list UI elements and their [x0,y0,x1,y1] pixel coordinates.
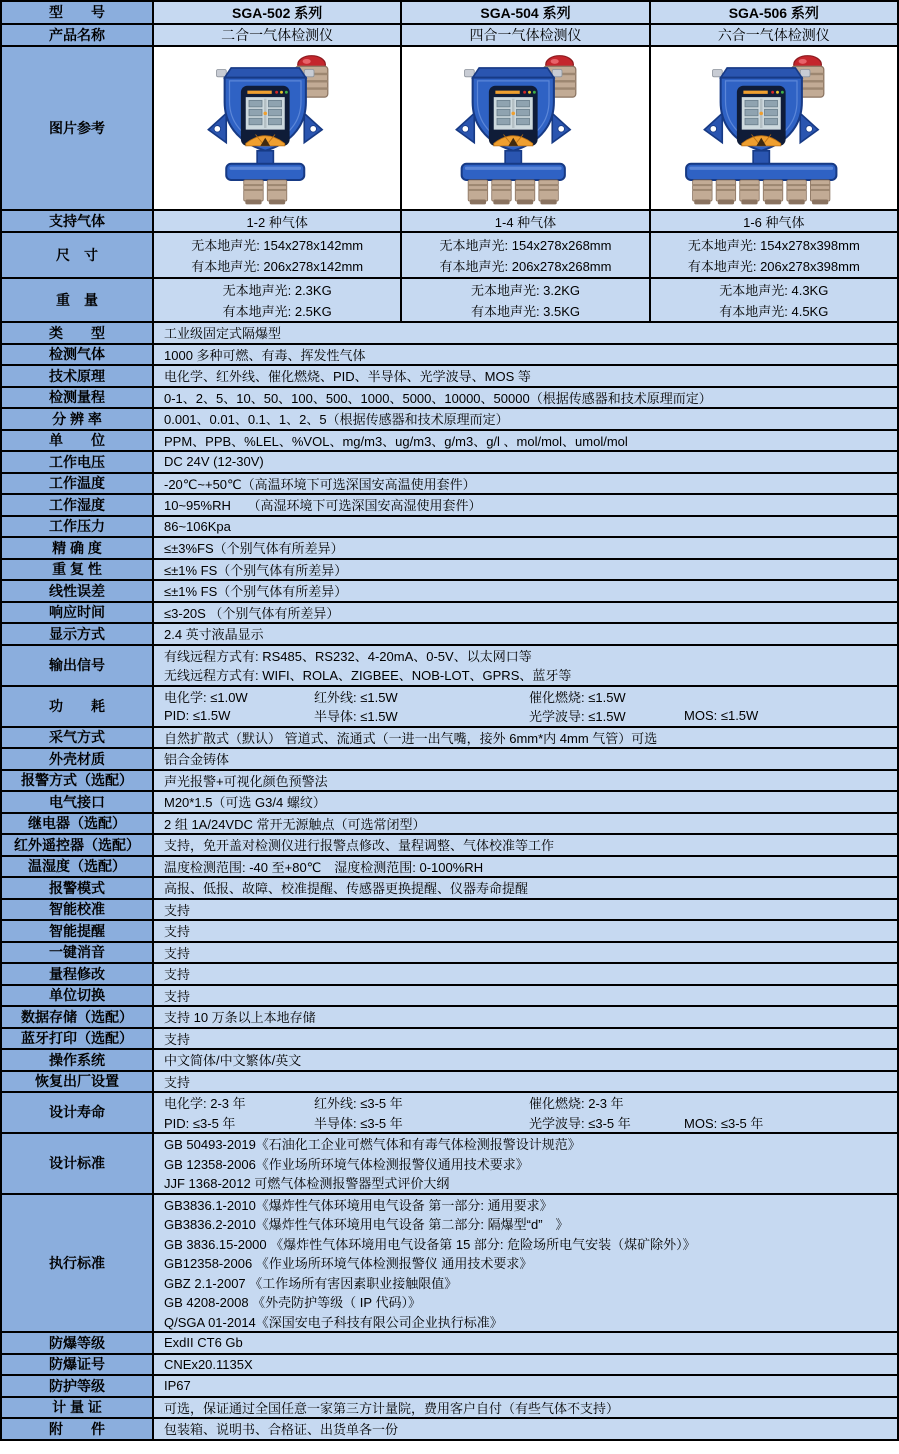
spec-value [152,1355,897,1375]
column-header-sga-506: SGA-506 系列 [649,2,897,23]
spec-text: ≤±3%FS（个别气体有所差异） [164,541,344,557]
spec-value [152,943,897,963]
gases-1: 1-2 种气体 [152,211,400,231]
row-label-gases: 支持气体 [2,211,152,231]
product-image-cell-1 [152,47,400,209]
row-label: 响应时间 [2,603,152,623]
spec-value [152,1134,897,1193]
row-label: 输出信号 [2,646,152,685]
spec-text: 0.001、0.01、0.1、1、2、5（根据传感器和技术原理而定） [164,412,509,428]
spec-row [2,581,897,603]
spec-row [2,452,897,474]
spec-text: 半导体: ≤1.5W [314,709,398,725]
spec-row [2,1072,897,1094]
spec-row [2,1134,897,1195]
spec-row [2,1093,897,1134]
spec-text: GB 12358-2006《作业场所环境气体检测报警仪通用技术要求》 [164,1156,529,1172]
dimension-text: 有本地声光: 206x278x268mm [439,259,612,274]
row-label: 量程修改 [2,964,152,984]
spec-row [2,1029,897,1051]
spec-value [152,835,897,855]
row-label: 工作压力 [2,517,152,537]
spec-value [152,749,897,769]
row-label: 工作电压 [2,452,152,472]
row-label: 类 型 [2,323,152,343]
spec-row [2,603,897,625]
weight-text: 有本地声光: 2.5KG [222,304,332,319]
gases-2: 1-4 种气体 [400,211,648,231]
spec-row [2,964,897,986]
spec-text: 2 组 1A/24VDC 常开无源触点（可选常闭型） [164,816,426,832]
spec-value [152,1398,897,1418]
weight-3 [649,279,897,321]
spec-row [2,431,897,453]
spec-text: ≤±1% FS（个别气体有所差异） [164,562,348,578]
spec-text: 中文简体/中文繁体/英文 [164,1053,302,1069]
spec-value [152,560,897,580]
spec-row [2,495,897,517]
row-label: 电气接口 [2,792,152,812]
spec-text: 支持 [164,1031,191,1047]
spec-text: -20℃~+50℃（高温环境下可选深国安高温使用套件） [164,476,476,492]
row-label: 检测气体 [2,345,152,365]
spec-value [152,409,897,429]
spec-row [2,921,897,943]
spec-text: MOS: ≤3-5 年 [684,1115,764,1131]
spec-text: CNEx20.1135X [164,1356,253,1372]
weight-text: 无本地声光: 3.2KG [470,283,581,298]
row-label: 温湿度（选配） [2,857,152,877]
row-label: 显示方式 [2,624,152,644]
spec-text: 红外线: ≤1.5W [314,689,398,705]
row-label-image: 图片参考 [2,47,152,209]
row-label: 功 耗 [2,687,152,726]
spec-text: 支持 [164,1074,191,1090]
row-label: 重 复 性 [2,560,152,580]
row-label: 工作温度 [2,474,152,494]
spec-text: 包装箱、说明书、合格证、出货单各一份 [164,1422,399,1438]
spec-value [152,1072,897,1092]
spec-row [2,538,897,560]
product-name-row [2,25,897,47]
spec-row [2,857,897,879]
spec-value [152,921,897,941]
dimensions-2 [400,233,648,277]
spec-value [152,1195,897,1332]
spec-value [152,964,897,984]
spec-text: 支持 [164,924,191,940]
spec-value [152,857,897,877]
spec-value [152,646,897,685]
spec-row [2,943,897,965]
spec-row [2,878,897,900]
spec-text: 工业级固定式隔爆型 [164,326,282,342]
spec-text: 电化学、红外线、催化燃烧、PID、半导体、光学波导、MOS 等 [164,369,531,385]
spec-text: DC 24V (12-30V) [164,454,264,470]
spec-row [2,687,897,728]
spec-text: GB3836.2-2010《爆炸性气体环境用电气设备 第二部分: 隔爆型“d” 》 [164,1217,569,1233]
spec-text: 声光报警+可视化颜色预警法 [164,773,328,789]
row-label: 技术原理 [2,366,152,386]
row-label: 计 量 证 [2,1398,152,1418]
spec-text: ExdII CT6 Gb [164,1335,243,1351]
row-label: 防护等级 [2,1376,152,1396]
spec-value [152,687,897,726]
spec-row [2,792,897,814]
spec-value [152,388,897,408]
spec-row [2,388,897,410]
spec-text: ≤±1% FS（个别气体有所差异） [164,584,348,600]
dimension-text: 有本地声光: 206x278x398mm [687,259,860,274]
row-label: 红外遥控器（选配） [2,835,152,855]
spec-row [2,1419,897,1441]
spec-text: 有线远程方式有: RS485、RS232、4-20mA、0-5V、以太网口等 [164,648,532,664]
spec-text: PPM、PPB、%LEL、%VOL、mg/m3、ug/m3、g/m3、g/l 、mol/mol、umol/mol [164,433,628,449]
spec-row [2,474,897,496]
spec-value [152,1050,897,1070]
spec-text: GB12358-2006 《作业场所环境气体检测报警仪 通用技术要求》 [164,1256,533,1272]
row-label: 继电器（选配） [2,814,152,834]
spec-value [152,366,897,386]
row-label: 外壳材质 [2,749,152,769]
spec-text: 高报、低报、故障、校准提醒、传感器更换提醒、仪器寿命提醒 [164,881,529,897]
spec-text: 支持 [164,902,191,918]
spec-text: GB 50493-2019《石油化工企业可燃气体和有毒气体检测报警设计规范》 [164,1137,581,1153]
spec-value [152,900,897,920]
dimension-text: 有本地声光: 206x278x142mm [191,259,364,274]
spec-text: GB 4208-2008 《外壳防护等级（ IP 代码）》 [164,1295,421,1311]
row-label: 智能校准 [2,900,152,920]
spec-value [152,814,897,834]
column-header-sga-504: SGA-504 系列 [400,2,648,23]
spec-value [152,1333,897,1353]
spec-text: 支持，免开盖对检测仪进行报警点修改、量程调整、气体校准等工作 [164,838,555,854]
spec-row [2,1007,897,1029]
spec-value [152,792,897,812]
spec-row [2,560,897,582]
weight-text: 无本地声光: 4.3KG [719,283,829,298]
row-label: 防爆等级 [2,1333,152,1353]
spec-row [2,409,897,431]
spec-value [152,878,897,898]
row-label: 采气方式 [2,728,152,748]
spec-text: 10~95%RH （高湿环境下可选深国安高湿使用套件） [164,498,482,514]
weight-row [2,279,897,323]
spec-value [152,771,897,791]
product-image-cell-3 [649,47,897,209]
product-image-cell-2 [400,47,648,209]
spec-text: 无线远程方式有: WIFI、ROLA、ZIGBEE、NOB-LOT、GPRS、蓝牙等 [164,668,572,684]
dimensions-row [2,233,897,279]
spec-row [2,323,897,345]
row-label: 分 辨 率 [2,409,152,429]
spec-value [152,1029,897,1049]
spec-row [2,517,897,539]
row-label: 数据存储（选配） [2,1007,152,1027]
spec-text: M20*1.5（可选 G3/4 螺纹） [164,795,326,811]
spec-row [2,624,897,646]
row-label: 蓝牙打印（选配） [2,1029,152,1049]
spec-text: PID: ≤1.5W [164,708,231,724]
spec-text: 铝合金铸体 [164,752,230,768]
header-row [2,2,897,25]
spec-value [152,1376,897,1396]
row-label-dimensions: 尺 寸 [2,233,152,277]
row-label: 一键消音 [2,943,152,963]
spec-text: JJF 1368-2012 可燃气体检测报警器型式评价大纲 [164,1176,450,1192]
spec-row [2,900,897,922]
row-label: 单 位 [2,431,152,451]
spec-text: 0-1、2、5、10、50、100、500、1000、5000、10000、50000（根据传感器和技术原理而定） [164,390,712,406]
spec-text: GBZ 2.1-2007 《工作场所有害因素职业接触限值》 [164,1275,458,1291]
spec-text: 催化燃烧: 2-3 年 [529,1096,624,1112]
spec-text: 86~106Kpa [164,518,231,534]
supported-gases-row [2,211,897,233]
spec-value [152,345,897,365]
weight-text: 无本地声光: 2.3KG [222,283,332,298]
spec-row [2,366,897,388]
spec-row [2,1195,897,1334]
spec-row [2,646,897,687]
row-label: 执行标准 [2,1195,152,1332]
spec-text: 光学波导: ≤3-5 年 [529,1115,631,1131]
spec-text: 电化学: 2-3 年 [164,1096,246,1112]
row-label: 精 确 度 [2,538,152,558]
spec-value [152,431,897,451]
spec-value [152,474,897,494]
spec-text: Q/SGA 01-2014《深国安电子科技有限公司企业执行标准》 [164,1314,503,1330]
spec-row [2,835,897,857]
spec-rows-container [2,323,897,1441]
spec-value [152,495,897,515]
spec-row [2,749,897,771]
weight-text: 有本地声光: 3.5KG [470,304,581,319]
spec-text: GB 3836.15-2000 《爆炸性气体环境用电气设备第 15 部分: 危险场所电气安装（煤矿除外）》 [164,1236,696,1252]
spec-text: 自然扩散式（默认） 管道式、流通式（一进一出气嘴，接外 6mm*内 4mm 气管）可选 [164,730,658,746]
row-label: 线性误差 [2,581,152,601]
dimension-text: 无本地声光: 154x278x268mm [439,238,612,253]
row-label: 恢复出厂设置 [2,1072,152,1092]
spec-row [2,345,897,367]
row-label-product-name: 产品名称 [2,25,152,45]
gases-3: 1-6 种气体 [649,211,897,231]
spec-value [152,603,897,623]
spec-text: ≤3-20S （个别气体有所差异） [164,605,340,621]
spec-text: 电化学: ≤1.0W [164,689,248,705]
spec-value [152,624,897,644]
spec-text: 光学波导: ≤1.5W [529,709,626,725]
spec-text: 半导体: ≤3-5 年 [314,1115,403,1131]
spec-text: IP67 [164,1378,191,1394]
product-name-3: 六合一气体检测仪 [649,25,897,45]
product-name-1: 二合一气体检测仪 [152,25,400,45]
row-label: 设计寿命 [2,1093,152,1132]
row-label: 检测量程 [2,388,152,408]
spec-row [2,814,897,836]
row-label: 附 件 [2,1419,152,1439]
spec-value [152,728,897,748]
dimensions-1 [152,233,400,277]
row-label-model: 型 号 [2,2,152,23]
dimension-text: 无本地声光: 154x278x398mm [687,238,860,253]
spec-value [152,1093,897,1132]
spec-text: 催化燃烧: ≤1.5W [529,689,626,705]
spec-value [152,517,897,537]
gas-detector-image [184,47,371,209]
spec-text: MOS: ≤1.5W [684,708,759,724]
spec-value [152,323,897,343]
spec-row [2,1333,897,1355]
spec-text: 可选，保证通过全国任意一家第三方计量院，费用客户自付（有些气体不支持） [164,1400,620,1416]
image-reference-row [2,47,897,211]
spec-row [2,728,897,750]
row-label: 报警方式（选配） [2,771,152,791]
spec-row [2,1398,897,1420]
spec-value [152,452,897,472]
row-label: 工作湿度 [2,495,152,515]
spec-value [152,1419,897,1439]
spec-text: GB3836.1-2010《爆炸性气体环境用电气设备 第一部分: 通用要求》 [164,1197,553,1213]
spec-text: 支持 [164,967,191,983]
spec-value [152,581,897,601]
spec-row [2,986,897,1008]
row-label: 智能提醒 [2,921,152,941]
spec-value [152,538,897,558]
row-label: 设计标准 [2,1134,152,1193]
row-label: 操作系统 [2,1050,152,1070]
spec-value [152,1007,897,1027]
row-label-weight: 重 量 [2,279,152,321]
row-label: 报警模式 [2,878,152,898]
spec-row [2,1376,897,1398]
spec-row [2,1355,897,1377]
dimensions-3 [649,233,897,277]
dimension-text: 无本地声光: 154x278x142mm [191,238,364,253]
spec-row [2,771,897,793]
weight-1 [152,279,400,321]
product-name-2: 四合一气体检测仪 [400,25,648,45]
column-header-sga-502: SGA-502 系列 [152,2,400,23]
weight-text: 有本地声光: 4.5KG [719,304,829,319]
spec-text: 支持 [164,945,191,961]
row-label: 防爆证号 [2,1355,152,1375]
spec-text: 温度检测范围: -40 至+80℃ 湿度检测范围: 0-100%RH [164,859,484,875]
spec-text: 支持 [164,988,191,1004]
gas-detector-image [680,47,867,209]
spec-row [2,1050,897,1072]
row-label: 单位切换 [2,986,152,1006]
spec-text: PID: ≤3-5 年 [164,1115,236,1131]
gas-detector-image [432,47,619,209]
spec-text: 支持 10 万条以上本地存储 [164,1010,316,1026]
spec-text: 红外线: ≤3-5 年 [314,1096,403,1112]
spec-text: 2.4 英寸液晶显示 [164,627,264,643]
spec-text: 1000 多种可燃、有毒、挥发性气体 [164,347,366,363]
spec-value [152,986,897,1006]
weight-2 [400,279,648,321]
